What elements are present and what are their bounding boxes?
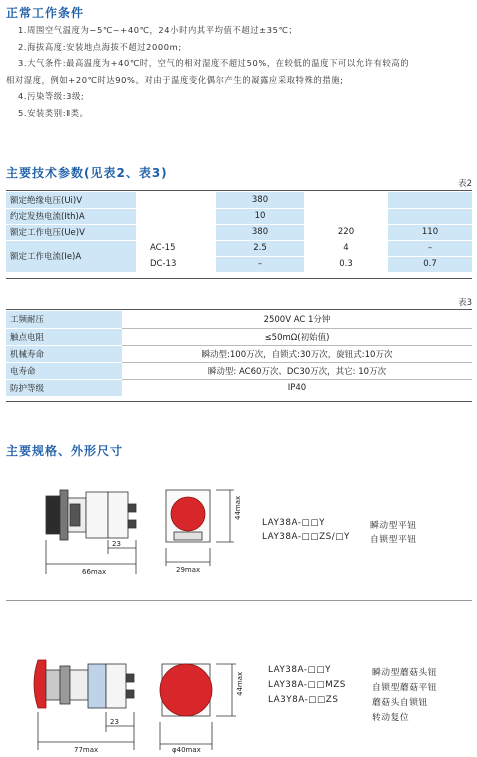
- table2-row-ui: [6, 192, 472, 208]
- bezel-side: [60, 490, 68, 540]
- table3-row: [6, 328, 472, 345]
- table3-row: [6, 311, 472, 328]
- dim-23: 23: [112, 540, 121, 548]
- condition-4: 4.污染等级:3级;: [18, 91, 85, 102]
- table3-cell: IP40: [122, 379, 472, 396]
- section-title-dims: 主要规格、外形尺寸: [6, 444, 124, 458]
- table2-cell: –: [388, 240, 472, 256]
- dim-height: 44max: [236, 671, 244, 696]
- table2-cell: –: [216, 256, 304, 272]
- mushroom-button-drawing: [0, 650, 270, 754]
- dim-length: 66max: [82, 568, 107, 576]
- table3-bottom-rule: [6, 401, 472, 402]
- model-2b: LAY38A-□□MZS: [268, 680, 346, 690]
- desc-2b: 自锁型蘑菇平钮: [372, 683, 438, 693]
- red-flat-button: [171, 497, 205, 531]
- flat-button-drawing: [0, 478, 260, 578]
- condition-5: 5.安装类别:Ⅱ类。: [18, 107, 89, 118]
- section-title-tech: 主要技术参数(见表2、表3): [6, 166, 168, 180]
- table3-top-rule: [6, 309, 472, 310]
- contact-block-side: [86, 492, 108, 538]
- table2-cell: 0.7: [388, 256, 472, 272]
- table2-sub-label: AC-15: [136, 240, 216, 256]
- red-mushroom-button: [160, 664, 212, 716]
- table3-row-label: 电寿命: [6, 362, 122, 379]
- table3-row: [6, 362, 472, 379]
- table2-row-label: 约定发热电流(Ith)A: [6, 208, 136, 224]
- table3-cell: 瞬动型:100万次，自锁式:30万次，旋钮式:10万次: [122, 345, 472, 362]
- mushroom-cap-side: [34, 660, 46, 708]
- bezel-side: [60, 666, 70, 704]
- table2-row-ith: [6, 208, 472, 224]
- table3-label: 表3: [458, 298, 472, 308]
- table3-row-label: 机械寿命: [6, 345, 122, 362]
- dim-diameter: φ40max: [172, 746, 201, 754]
- desc-2c: 蘑菇头自锁钮: [372, 698, 428, 708]
- table2-label: 表2: [458, 179, 472, 189]
- table2-bottom-rule: [6, 278, 472, 279]
- button-cap-side: [46, 496, 60, 534]
- table2-row-ue: [6, 224, 472, 240]
- table2-cell: 2.5: [216, 240, 304, 256]
- conditions-list: [6, 22, 472, 122]
- model-1a: LAY38A-□□Y: [262, 518, 325, 528]
- table2-cell: 4: [304, 240, 388, 256]
- dim-height: 44max: [234, 495, 242, 520]
- desc-2d: 转动复位: [372, 713, 410, 723]
- table2-cell: 110: [388, 224, 472, 240]
- table2-cell: 0.3: [304, 256, 388, 272]
- desc-2a: 瞬动型蘑菇头钮: [372, 668, 438, 678]
- table3-cell: 瞬动型: AC60万次、DC30万次，其它: 10万次: [122, 362, 472, 379]
- table2-row-ie-ac: [6, 240, 472, 256]
- table3-row-label: 触点电阻: [6, 328, 122, 345]
- table2-cell: 380: [216, 224, 304, 240]
- table2-cell: 380: [216, 192, 304, 208]
- section-title-conditions: 正常工作条件: [6, 6, 85, 20]
- table2-row-label: 额定绝缘电压(Ui)V: [6, 192, 136, 208]
- desc-1a: 瞬动型平钮: [370, 521, 417, 531]
- condition-2: 2.海拔高度:安装地点海拔不超过2000m;: [18, 41, 182, 52]
- condition-3b: 相对湿度，例如+20℃时达90%。对由于温度变化偶尔产生的凝露应采取特殊的措施;: [6, 74, 344, 85]
- table2-row-label: 额定工作电压(Ue)V: [6, 224, 136, 240]
- divider: [6, 600, 472, 601]
- table2: [6, 192, 472, 273]
- model-2a: LAY38A-□□Y: [268, 665, 331, 675]
- desc-1b: 自锁型平钮: [370, 535, 417, 545]
- dim-length: 77max: [74, 746, 99, 754]
- dim-width: 29max: [176, 566, 201, 574]
- contact-block-side: [88, 664, 106, 708]
- table2-cell: 220: [304, 224, 388, 240]
- table3-cell: ≤50mΩ(初始值): [122, 328, 472, 345]
- dim-23: 23: [110, 718, 119, 726]
- table3-row: [6, 379, 472, 396]
- terminal-screw: [128, 504, 136, 512]
- table3: [6, 311, 472, 397]
- model-2c: LA3Y8A-□□ZS: [268, 695, 339, 705]
- table2-cell: 10: [216, 208, 304, 224]
- table3-row-label: 防护等级: [6, 379, 122, 396]
- condition-1: 1.周围空气温度为−5℃~+40℃，24小时内其平均值不超过±35℃；: [18, 25, 298, 35]
- table2-row-label: 额定工作电流(Ie)A: [6, 240, 136, 272]
- table3-row-label: 工频耐压: [6, 311, 122, 328]
- model-1b: LAY38A-□□ZS/□Y: [262, 532, 350, 542]
- table2-sub-label: DC-13: [136, 256, 216, 272]
- table3-cell: 2500V AC 1分钟: [122, 311, 472, 328]
- condition-3a: 3.大气条件:最高温度为+40℃时，空气的相对湿度不超过50%，在较低的温度下可以允许有较高的: [18, 58, 410, 69]
- table2-top-rule: [6, 190, 472, 191]
- table3-row: [6, 345, 472, 362]
